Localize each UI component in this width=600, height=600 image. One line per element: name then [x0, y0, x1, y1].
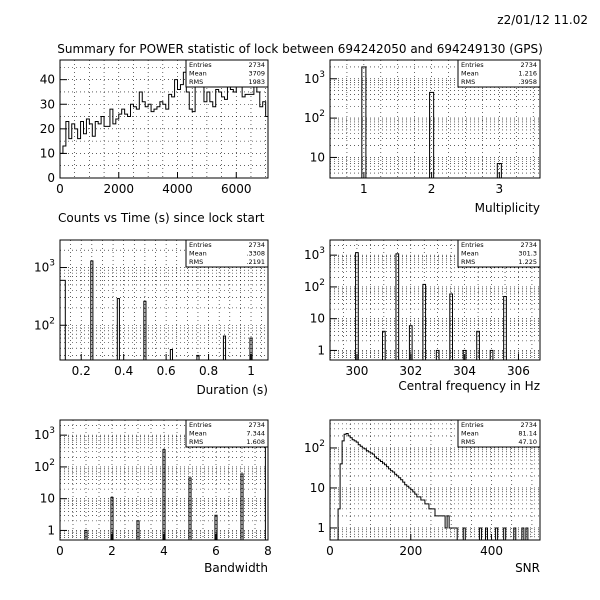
bar [107, 126, 110, 178]
bar [213, 107, 216, 178]
bar [350, 438, 352, 540]
stats-label: Entries [189, 241, 212, 249]
bar [411, 490, 413, 540]
y-tick-label: 20 [39, 121, 55, 136]
stats-label: RMS [189, 438, 204, 446]
bar [233, 92, 236, 178]
x-axis-label: Bandwidth [204, 561, 268, 575]
y-tick-label: 10 [39, 146, 55, 161]
bar [260, 107, 263, 178]
bar [429, 509, 431, 540]
bar [436, 350, 439, 360]
bar [435, 516, 437, 540]
y-tick-label: 10 [309, 311, 325, 326]
bar [383, 463, 385, 540]
stats-label: Entries [189, 61, 212, 69]
stats-label: Mean [189, 429, 207, 438]
bar [236, 85, 239, 178]
bar [178, 90, 181, 179]
bar [397, 476, 399, 540]
x-tick-label: 0 [326, 544, 334, 558]
stats-value: 1.225 [518, 258, 537, 266]
x-tick-label: 306 [507, 364, 530, 378]
bar [136, 109, 139, 178]
bar [419, 497, 421, 540]
bar [137, 521, 139, 540]
panels-group [34, 60, 540, 575]
y-tick-label: $10^3$ [303, 246, 325, 263]
y-tick-label: 40 [39, 72, 55, 87]
stats-value: 2734 [248, 421, 265, 429]
bar [210, 102, 213, 178]
bar [490, 350, 493, 360]
axes [304, 70, 503, 196]
panel-central_frequency [304, 240, 540, 393]
bar [395, 474, 397, 540]
stats-box [186, 420, 268, 447]
x-axis-label: SNR [515, 561, 540, 575]
bar [245, 94, 248, 178]
x-tick-label: 4000 [162, 182, 193, 196]
stats-label: Entries [461, 421, 484, 429]
bar [113, 124, 116, 178]
bar [116, 119, 119, 178]
bar [230, 90, 233, 179]
x-tick-label: 0.8 [199, 364, 219, 378]
x-tick-label: 6000 [220, 182, 252, 196]
panel-multiplicity [304, 60, 540, 215]
stats-box [458, 60, 540, 87]
bar [374, 457, 376, 540]
bar [69, 139, 72, 178]
bar [125, 114, 128, 178]
stats-label: Mean [189, 69, 207, 78]
bar [145, 107, 148, 178]
bar [219, 92, 222, 178]
bar [389, 469, 391, 540]
x-tick-label: 0 [56, 544, 64, 558]
stats-value: 1983 [248, 78, 265, 86]
stats-label: RMS [189, 78, 204, 86]
panel-duration [34, 240, 268, 397]
stats-value: 7.344 [246, 429, 265, 438]
y-tick-label: 10 [39, 491, 55, 506]
x-tick-label: 400 [480, 544, 503, 558]
y-tick-label: $10^3$ [303, 69, 325, 86]
y-tick-label: $10^2$ [33, 316, 55, 333]
x-tick-label: 2 [427, 182, 436, 196]
histogram-outline [338, 433, 532, 540]
stats-value: 1.608 [246, 438, 265, 446]
stats-label: Mean [461, 69, 479, 78]
bar [180, 85, 183, 178]
x-tick-label: 2000 [103, 182, 135, 196]
bar [346, 433, 348, 540]
bar [417, 497, 419, 540]
bar [360, 446, 362, 540]
y-tick-label: 1 [47, 523, 55, 538]
bar [241, 474, 243, 540]
stats-box [186, 240, 268, 267]
stats-box [458, 420, 540, 447]
panel-bandwidth [34, 420, 272, 575]
stats-value: .3958 [518, 78, 537, 86]
bar [354, 441, 356, 540]
stats-value: .3308 [246, 249, 265, 258]
bar [415, 494, 417, 540]
bar [423, 500, 425, 540]
bar [439, 516, 441, 540]
bar [166, 109, 169, 178]
bar [91, 261, 93, 360]
stats-value: 81.14 [518, 429, 537, 438]
x-axis-label: Duration (s) [196, 383, 268, 397]
stats-value: .2191 [246, 258, 265, 266]
x-tick-label: 300 [345, 364, 369, 378]
bar [356, 442, 358, 540]
bar [477, 331, 480, 360]
stats-label: RMS [461, 258, 476, 266]
bar [344, 434, 346, 540]
stats-label: Entries [461, 61, 484, 69]
x-tick-label: 2 [108, 544, 116, 558]
stats-value: 2734 [520, 61, 537, 69]
bar [192, 112, 195, 178]
x-axis-label: Multiplicity [474, 201, 540, 215]
bar [128, 117, 131, 178]
bar [154, 109, 157, 178]
y-tick-label: $10^2$ [303, 109, 325, 126]
bar [122, 109, 125, 178]
y-tick-label: $10^3$ [33, 426, 55, 443]
bar [119, 114, 122, 178]
y-tick-label: $10^3$ [33, 258, 55, 275]
bar [352, 440, 354, 540]
bar [431, 509, 433, 540]
stats-box [186, 60, 268, 87]
bar [409, 488, 411, 540]
stats-label: RMS [189, 258, 204, 266]
bar [430, 92, 434, 178]
bar [133, 107, 136, 178]
stats-value: 3709 [248, 69, 265, 78]
histogram [356, 253, 507, 360]
datetime-label: z2/01/12 11.02 [497, 13, 588, 27]
y-tick-label: 0 [47, 171, 55, 185]
bar [207, 92, 210, 178]
bar [92, 136, 95, 178]
stats-label: RMS [461, 438, 476, 446]
x-tick-label: 0 [56, 182, 64, 196]
x-tick-label: 8 [264, 544, 272, 558]
stats-label: Mean [461, 429, 479, 438]
stats-label: Entries [461, 241, 484, 249]
bar [142, 102, 145, 178]
y-tick-label: 10 [309, 150, 325, 165]
bar [117, 299, 119, 360]
x-axis-label: Counts vs Time (s) since lock start [58, 211, 265, 225]
x-tick-label: 1 [247, 364, 255, 378]
bar [157, 107, 160, 178]
stats-value: 2734 [248, 61, 265, 69]
bar [160, 102, 163, 178]
bar [78, 139, 81, 178]
stats-value: 301.3 [518, 249, 537, 258]
bar [403, 482, 405, 540]
stats-value: 2734 [520, 421, 537, 429]
bar [84, 134, 87, 178]
stats-label: Entries [189, 421, 212, 429]
bar [407, 486, 409, 540]
bar [189, 109, 192, 178]
bar [425, 504, 427, 540]
y-tick-label: $10^2$ [33, 457, 55, 474]
x-tick-label: 3 [495, 182, 504, 196]
bar [163, 450, 165, 540]
bar [198, 82, 201, 178]
bar [204, 102, 207, 178]
bar [387, 467, 389, 540]
bar [170, 350, 172, 360]
stats-value: 2734 [520, 241, 537, 249]
stats-value: 1.216 [518, 69, 537, 78]
panel-counts_vs_time [40, 60, 268, 225]
x-tick-label: 302 [399, 364, 423, 378]
y-tick-label: 1 [317, 520, 325, 535]
bar [85, 530, 87, 540]
y-tick-label: $10^2$ [303, 277, 325, 294]
bar [368, 452, 370, 540]
bar [254, 87, 257, 178]
bar [370, 453, 372, 540]
stats-value: 2734 [248, 241, 265, 249]
y-tick-label: 10 [309, 480, 325, 495]
stats-box [458, 240, 540, 267]
bar [98, 124, 101, 178]
stats-label: RMS [461, 78, 476, 86]
bar [451, 528, 453, 540]
figure-title: Summary for POWER statistic of lock between 694242050 and 694249130 (GPS) [57, 42, 543, 56]
stats-value: 47.10 [518, 438, 537, 446]
bar [348, 436, 350, 540]
x-tick-label: 200 [399, 544, 423, 558]
x-tick-label: 6 [212, 544, 220, 558]
bar [225, 99, 228, 178]
x-tick-label: 0.4 [114, 364, 134, 378]
x-tick-label: 304 [453, 364, 477, 378]
y-tick-label: $10^2$ [303, 438, 325, 455]
histogram [60, 261, 252, 360]
stats-label: Mean [461, 249, 479, 258]
x-tick-label: 1 [360, 182, 368, 196]
histogram-outline [60, 69, 268, 178]
y-tick-label: 1 [317, 343, 325, 358]
bar [358, 445, 360, 540]
histogram [338, 433, 532, 540]
panel-snr [304, 420, 540, 575]
bar [383, 331, 386, 360]
x-tick-label: 0.6 [156, 364, 176, 378]
bar [104, 126, 107, 178]
bar [239, 87, 242, 178]
bar [151, 112, 154, 178]
y-tick-label: 30 [39, 97, 55, 112]
x-tick-label: 4 [160, 544, 168, 558]
bar [450, 294, 453, 360]
bar [401, 480, 403, 540]
x-tick-label: 0.2 [71, 364, 91, 378]
stats-label: Mean [189, 249, 207, 258]
histogram [60, 69, 268, 178]
x-axis-label: Central frequency in Hz [398, 379, 540, 393]
